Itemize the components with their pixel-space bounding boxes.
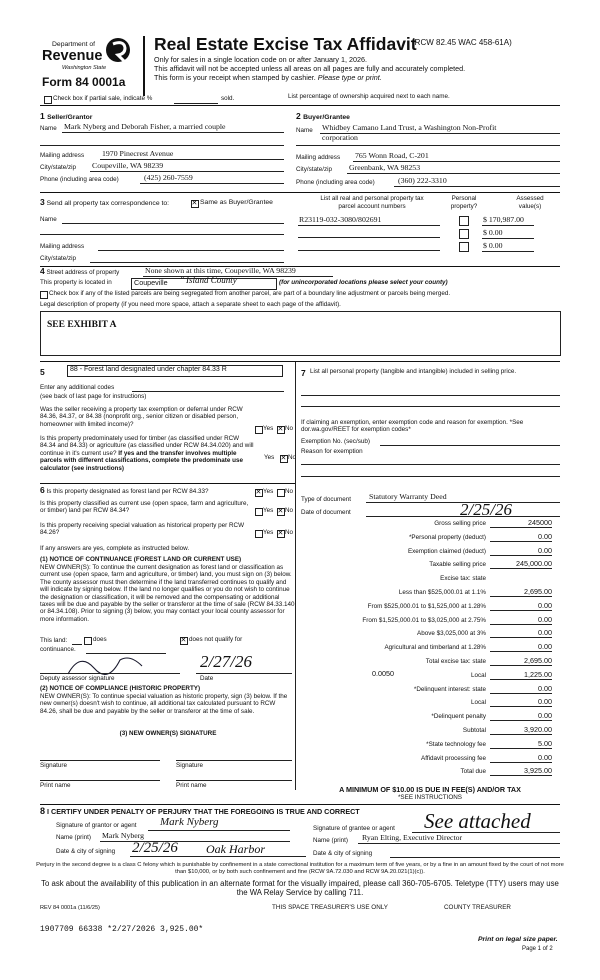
current-use-question: Is this property classified as current use (open space, farm and agriculture, or timber) land per RCW 84.34? <box>40 500 249 515</box>
reason-label: Reason for exemption <box>301 448 363 455</box>
corr-city-label: City/state/zip <box>40 255 77 262</box>
assessor-sig-label: Deputy assessor signature <box>40 675 115 682</box>
new-owner-heading: (3) NEW OWNER(S) SIGNATURE <box>119 730 217 737</box>
grantee-name-line <box>358 843 560 844</box>
calc-row-label: From $1,525,000.01 to $3,025,000 at 2.75% <box>362 616 486 624</box>
timber-no-label: No <box>288 454 297 461</box>
calc-row-label: Above $3,025,000 at 3% <box>417 630 486 638</box>
forest-no-label: No <box>285 488 294 495</box>
see-instructions-note: *SEE INSTRUCTIONS <box>397 794 463 801</box>
personal-property-text: List all personal property (tangible and intangible) included in selling price. <box>310 368 517 375</box>
dept-line2: Revenue <box>42 48 103 64</box>
calc-row-value[interactable]: 0.00 <box>538 531 552 541</box>
current-use-yes-checkbox[interactable] <box>255 508 263 516</box>
assessed-value-field[interactable]: $ 0.00 <box>483 241 503 250</box>
owner-signature-label-2: Signature <box>176 762 203 769</box>
parcel-account-field[interactable] <box>298 237 440 238</box>
assessor-date-line <box>196 673 292 674</box>
calc-row-line <box>490 596 552 597</box>
grantee-name-field[interactable]: Ryan Elting, Executive Director <box>362 833 463 842</box>
doc-date-line <box>366 516 560 517</box>
reason-field-2[interactable] <box>301 476 560 477</box>
grantee-name-label: Name (print) <box>313 837 348 844</box>
calc-row-label: *Delinquent penalty <box>431 713 486 721</box>
buyer-city-line <box>347 173 560 174</box>
seller-city-label: City/state/zip <box>40 164 77 171</box>
seller-city-line <box>90 171 284 172</box>
seller-mailing-field[interactable]: 1970 Pinecrest Avenue <box>102 149 174 158</box>
cashier-stamp: 1907709 66338 *2/27/2026 3,925.00* <box>40 925 204 934</box>
notice-line3: This form is your receipt when stamped by cashier. Please type or print. <box>154 73 382 82</box>
buyer-name-line2 <box>296 145 560 146</box>
rule-3 <box>40 266 560 267</box>
rule-4 <box>40 361 560 362</box>
calc-row-value[interactable]: 245,000.00 <box>516 559 552 569</box>
calc-row-label: Exemption claimed (deduct) <box>407 547 486 555</box>
doc-date-field[interactable]: 2/25/26 <box>460 500 512 519</box>
calc-row-label: From $525,000.01 to $1,525,000 at 1.28% <box>367 602 486 610</box>
current-use-yes-label: Yes <box>263 507 274 514</box>
land-does-not-label: does not qualify for <box>189 636 243 643</box>
calc-row-value[interactable]: 1,225.00 <box>524 669 552 679</box>
calc-row-value[interactable]: 2,695.00 <box>524 587 552 596</box>
parcel-account-field[interactable]: R23119-032-3080/802691 <box>299 215 382 224</box>
land-does-not-checkbox[interactable] <box>180 637 188 645</box>
seller-phone-line <box>140 183 284 184</box>
legal-description-text: SEE EXHIBIT A <box>47 320 117 330</box>
buyer-mailing-field[interactable]: 765 Wonn Road, C-201 <box>355 151 429 160</box>
rule-5 <box>40 483 295 484</box>
seller-name-field[interactable]: Mark Nyberg and Deborah Fisher, a married couple <box>64 122 226 131</box>
calc-row-line <box>490 762 552 763</box>
seller-heading: 1 Seller/Grantor <box>40 111 93 121</box>
revision-label: REV 84 0001a (11/6/25) <box>40 905 100 911</box>
calc-row-value[interactable]: 0.00 <box>538 628 552 638</box>
exempt-yes-label: Yes <box>263 425 274 432</box>
personal-property-checkbox[interactable] <box>459 216 469 226</box>
buyer-phone-line <box>394 186 560 187</box>
calc-row-line <box>490 748 552 749</box>
exempt-yes-checkbox[interactable] <box>255 426 263 434</box>
continuance-heading: (1) NOTICE OF CONTINUANCE (FOREST LAND OR CURRENT USE) <box>40 556 242 563</box>
owner-signature-label: Signature <box>40 762 67 769</box>
grantor-signature[interactable]: Mark Nyberg <box>160 816 219 828</box>
notice-line2: This affidavit will not be accepted unless all areas on all pages are fully and accurately completed. <box>154 64 466 73</box>
personal-property-checkbox[interactable] <box>459 242 469 252</box>
forest-question: 6 Is this property designated as forest land per RCW 84.33? <box>40 485 209 495</box>
forest-no-checkbox[interactable] <box>277 489 285 497</box>
assessed-value-field[interactable]: $ 0.00 <box>483 228 503 237</box>
assessed-line <box>482 225 534 226</box>
calc-row-value[interactable]: 245000 <box>528 518 552 527</box>
partial-sale-percent-field[interactable] <box>174 103 218 104</box>
legal-description-field[interactable] <box>40 311 561 356</box>
grantor-name-field[interactable]: Mark Nyberg <box>102 831 145 840</box>
certify-statement: 8 I CERTIFY UNDER PENALTY OF PERJURY THAT THE FOREGOING IS TRUE AND CORRECT <box>40 806 360 816</box>
treasurer-use-label: THIS SPACE TREASURER'S USE ONLY <box>272 904 388 911</box>
compliance-heading: (2) NOTICE OF COMPLIANCE (HISTORIC PROPERTY) <box>40 685 201 692</box>
perjury-notice: Perjury in the second degree is a class C felony which is punishable by confinement in a state correctional institution for a maximum term of five years, or by a fine in an amount fixed by the court of not more than $10,000, or by both such confinement and fine (RCW 9A.72.030 and RCW 9A.20.021(1)(c)). <box>36 862 564 875</box>
assessor-date-field[interactable]: 2/27/26 <box>200 652 252 671</box>
calc-row-label: Less than $525,000.01 at 1.1% <box>398 589 486 596</box>
calc-row-line <box>490 541 552 542</box>
calc-row-value[interactable]: 2,695.00 <box>524 656 552 665</box>
legal-description-label: Legal description of property (if you need more space, attach a separate sheet to each page of the affidavit). <box>40 301 341 308</box>
exempt-no-label: No <box>285 425 294 432</box>
header-divider <box>143 36 145 96</box>
buyer-name-field[interactable]: Whidbey Camano Land Trust, a Washington Non-Profit <box>322 123 497 132</box>
calc-row-value[interactable]: 0.00 <box>538 545 552 555</box>
buyer-heading: 2 Buyer/Grantee <box>296 111 350 121</box>
continuance-text: NEW OWNER(S): To continue the current designation as forest land or classification as current use (open space, farm and agriculture, or timber) land, you must sign on (3) below. The county assessor must then determine if the land transferred continues to qualify and will indicate by signing below. If the land no longer qualifies or you do not wish to continue the designation or classification, it will be removed and the compensating or additional taxes will be due and payable by the seller or transferor at the time of sale (RCW 84.33.140 or 84.34.108). Prior to signing (3) below, you may contact your local county assessor for more information. <box>40 564 295 623</box>
personal-property-checkbox[interactable] <box>459 229 469 239</box>
land-use-value: 88 - Forest land designated under chapter 84.33 R <box>70 366 227 373</box>
this-land-label: This land: <box>40 637 68 644</box>
calc-row-label: Taxable selling price <box>429 561 486 569</box>
sold-label: sold. <box>221 95 235 102</box>
grantee-signature[interactable]: See attached <box>424 809 531 833</box>
corr-name-field[interactable] <box>62 223 284 224</box>
owner-print-field-2[interactable] <box>176 780 292 781</box>
corr-city-field[interactable] <box>90 262 284 263</box>
calc-row-line <box>490 679 552 680</box>
calc-row-line <box>490 610 552 611</box>
form-number: Form 84 0001a <box>42 75 126 89</box>
correspondence-heading: 3 Send all property tax correspondence to: <box>40 197 170 207</box>
buyer-city-label: City/state/zip <box>296 166 333 173</box>
street-field[interactable]: None shown at this time, Coupeville, WA 98239 <box>145 266 296 275</box>
exemption-text: If claiming an exemption, enter exemption code and reason for exemption. *See dor.wa.gov/REET for exemption codes* <box>301 419 524 434</box>
current-use-no-checkbox[interactable] <box>277 508 285 516</box>
located-label: This property is located in <box>40 279 112 286</box>
section-5-number: 5 <box>40 367 45 377</box>
buyer-city-field[interactable]: Greenbank, WA 98253 <box>349 163 421 172</box>
calc-row-value[interactable]: 0.00 <box>538 683 552 693</box>
additional-codes-field[interactable] <box>132 391 284 392</box>
compliance-text: NEW OWNER(S): To continue special valuation as historic property, sign (3) below. If the new owner(s) doesn't wish to continue, all additional tax calculated pursuant to RCW 84.26, shall be due and payable by the seller or transferor at the time of sale. <box>40 693 288 715</box>
calc-row-line <box>490 775 552 776</box>
continuance-label: continuance. <box>40 646 76 653</box>
county-treasurer-label: COUNTY TREASURER <box>444 904 511 911</box>
assessor-signature-icon <box>60 640 150 680</box>
segregated-label: Check box if any of the listed parcels are being segregated from another parcel, are part of a boundary line adjustment or parcels being merged. <box>49 290 451 297</box>
calc-row-value[interactable]: 0.00 <box>538 642 552 652</box>
calc-row-line <box>490 693 552 694</box>
land-does-label: does <box>93 636 107 643</box>
legal-size-note: Print on legal size paper. <box>478 936 558 943</box>
owner-print-label: Print name <box>40 782 71 789</box>
calc-row-value[interactable]: 0.00 <box>538 614 552 624</box>
seller-name-line <box>62 132 284 133</box>
exemption-question: Was the seller receiving a property tax exemption or deferral under RCW 84.36, 84.37, or 84.38 (nonprofit org., senior citizen or disabled person, homeowner with limited income)? <box>40 406 243 428</box>
calc-row-label: *Personal property (deduct) <box>408 533 486 541</box>
calc-row-value[interactable]: 0.00 <box>538 697 552 707</box>
parcel-line <box>298 225 440 226</box>
buyer-phone-label: Phone (including area code) <box>296 179 375 186</box>
calc-row-value[interactable]: 3,920.00 <box>524 725 552 734</box>
location-handwritten: " Island County <box>180 275 237 285</box>
calc-row-line <box>490 720 552 721</box>
owner-signature-field-2[interactable] <box>176 760 292 761</box>
historic-yes-label: Yes <box>263 529 274 536</box>
minimum-note: A MINIMUM OF $10.00 IS DUE IN FEE(S) AND/OR TAX <box>339 785 521 794</box>
calc-row-line <box>490 527 552 528</box>
same-as-buyer-checkbox[interactable] <box>191 200 199 208</box>
calc-row-line <box>490 706 552 707</box>
calc-row-label: Total due <box>460 768 486 776</box>
location-note: (for unincorporated locations please select your county) <box>279 279 448 286</box>
calc-row-label: Subtotal <box>462 727 486 734</box>
calc-row-line <box>490 734 552 735</box>
codes-note: (see back of last page for instructions) <box>40 393 147 400</box>
calc-row-label: *Delinquent interest: state <box>413 685 486 693</box>
timber-yes-label: Yes <box>264 454 275 461</box>
reason-field[interactable] <box>301 464 560 465</box>
calc-row-line <box>490 665 552 666</box>
calc-row-label: Local <box>470 699 486 707</box>
calc-row-line <box>490 568 552 569</box>
seller-mailing-label: Mailing address <box>40 152 85 159</box>
form-title: Real Estate Excise Tax Affidavit <box>154 34 417 54</box>
grantor-date-line <box>130 856 306 857</box>
buyer-phone-field[interactable]: (360) 222-3310 <box>398 176 447 185</box>
revenue-logo-icon <box>104 36 132 64</box>
rule-2 <box>40 192 560 193</box>
partial-sale-label: Check box if partial sale, indicate % <box>53 95 153 102</box>
buyer-mailing-label: Mailing address <box>296 154 341 161</box>
timber-question: Is this property predominately used for timber (as classified under RCW 84.34 and 84.33) or agriculture (as classified under RCW 84.34.020) and will continue in it's current use? If yes and the transfer involves multiple parcels with different classifications, complete the predominate use calculator (see instructions) <box>40 435 254 472</box>
historic-question: Is this property receiving special valuation as historical property per RCW 84.26? <box>40 522 245 537</box>
exempt-no-checkbox[interactable] <box>277 426 285 434</box>
local-rate: 0.0050 <box>372 669 394 678</box>
personal-col-header: Personal property? <box>450 195 478 210</box>
exemption-no-field[interactable] <box>380 445 560 446</box>
calc-row-label: Local <box>470 671 486 679</box>
grantor-sig-label: Signature of grantor or agent <box>56 822 137 829</box>
rcw-reference: (RCW 82.45 WAC 458-61A) <box>412 38 512 47</box>
calc-row-line <box>490 637 552 638</box>
owner-signature-field[interactable] <box>40 760 160 761</box>
seller-phone-field[interactable]: (425) 260-7559 <box>144 173 193 182</box>
exemption-no-label: Exemption No. (sec/sub) <box>301 438 370 445</box>
doc-type-field[interactable]: Statutory Warranty Deed <box>369 492 447 501</box>
page-number: Page 1 of 2 <box>522 946 553 952</box>
corr-mailing-field[interactable] <box>98 250 284 251</box>
calc-row-value[interactable]: 3,925.00 <box>524 766 552 776</box>
calc-row-label: Agricultural and timberland at 1.28% <box>384 644 486 652</box>
grantor-date-label: Date & city of signing <box>56 848 116 855</box>
forest-yes-label: Yes <box>263 488 274 495</box>
grantee-date-label: Date & city of signing <box>313 850 373 857</box>
grantor-sig-line <box>148 830 290 831</box>
street-line <box>143 276 333 277</box>
location-select-value: Coupeville <box>134 278 168 287</box>
timber-no-checkbox[interactable] <box>280 455 288 463</box>
buyer-name-label: Name <box>296 127 313 134</box>
calc-row-value[interactable]: 0.00 <box>538 711 552 721</box>
seller-phone-label: Phone (including area code) <box>40 176 119 183</box>
corr-name-field2[interactable] <box>40 234 284 235</box>
assessor-sig-line <box>40 673 180 674</box>
accessibility-notice: To ask about the availability of this publication in an alternate format for the visually impaired, please call 360-705-6705. Teletype (TTY) users may use the WA Relay Service by calling 711. <box>41 879 559 897</box>
seller-name-label: Name <box>40 125 57 132</box>
historic-yes-checkbox[interactable] <box>255 530 263 538</box>
parcel-col-header: List all real and personal property tax parcel account numbers <box>320 195 424 210</box>
calc-row-line <box>490 555 552 556</box>
owner-print-field[interactable] <box>40 780 160 781</box>
historic-no-checkbox[interactable] <box>277 530 285 538</box>
assessed-value-field[interactable]: $ 170,987.00 <box>483 215 524 224</box>
parcel-account-field[interactable] <box>298 250 440 251</box>
rule-8 <box>40 804 560 805</box>
historic-no-label: No <box>285 529 294 536</box>
section-7-number: 7 <box>301 368 306 378</box>
buyer-name-field2[interactable]: corporation <box>322 133 358 142</box>
top-rule <box>40 105 560 106</box>
grantee-date-field[interactable] <box>390 857 560 858</box>
corr-mailing-label: Mailing address <box>40 243 85 250</box>
calc-row-label: Gross selling price <box>434 520 486 527</box>
personal-property-field[interactable] <box>301 395 560 396</box>
calc-row-label: *State technology fee <box>426 740 486 748</box>
grantee-sig-label: Signature of grantee or agent <box>313 825 395 832</box>
doc-date-label: Date of document <box>301 509 351 516</box>
dept-line3: Washington State <box>62 65 107 71</box>
grantor-city-field[interactable]: Oak Harbor <box>206 842 265 856</box>
calc-row-value[interactable]: 0.00 <box>538 600 552 610</box>
assessed-line <box>482 251 534 252</box>
assessed-col-header: Assessed value(s) <box>516 195 544 210</box>
dept-line1: Department of <box>52 41 96 48</box>
assessed-line <box>482 238 534 239</box>
same-as-buyer-label: Same as Buyer/Grantee <box>200 199 273 206</box>
answers-note: If any answers are yes, complete as instructed below. <box>40 545 190 552</box>
ownership-note: List percentage of ownership acquired next to each name. <box>288 93 450 100</box>
calc-row-line <box>490 624 552 625</box>
seller-mailing-line <box>100 159 284 160</box>
personal-property-field-2[interactable] <box>301 406 560 407</box>
notice-line1: Only for sales in a single location code on or after January 1, 2026. <box>154 55 367 64</box>
grantor-name-label: Name (print) <box>56 834 91 841</box>
calc-row-line <box>490 651 552 652</box>
calc-row-value[interactable]: 5.00 <box>538 738 552 748</box>
owner-print-label-2: Print name <box>176 782 207 789</box>
buyer-mailing-line <box>353 161 560 162</box>
column-divider <box>295 362 296 790</box>
calc-row-label: Affidavit processing fee <box>421 754 486 762</box>
corr-name-label: Name <box>40 216 57 223</box>
doc-type-label: Type of document <box>301 496 352 503</box>
calc-row-label: Excise tax: state <box>440 575 486 583</box>
street-label: 4 Street address of property <box>40 266 120 276</box>
codes-label: Enter any additional codes <box>40 384 115 391</box>
partial-sale-checkbox[interactable] <box>44 96 52 104</box>
calc-row-label: Total excise tax: state <box>425 658 486 665</box>
calc-row-value[interactable]: 0.00 <box>538 752 552 762</box>
current-use-no-label: No <box>285 507 294 514</box>
grantor-date-field[interactable]: 2/25/26 <box>132 840 178 856</box>
segregated-checkbox[interactable] <box>40 291 48 299</box>
forest-yes-checkbox[interactable] <box>255 489 263 497</box>
seller-name-line2 <box>40 145 284 146</box>
assessor-date-label: Date <box>200 675 214 682</box>
seller-city-field[interactable]: Coupeville, WA 98239 <box>92 161 164 170</box>
